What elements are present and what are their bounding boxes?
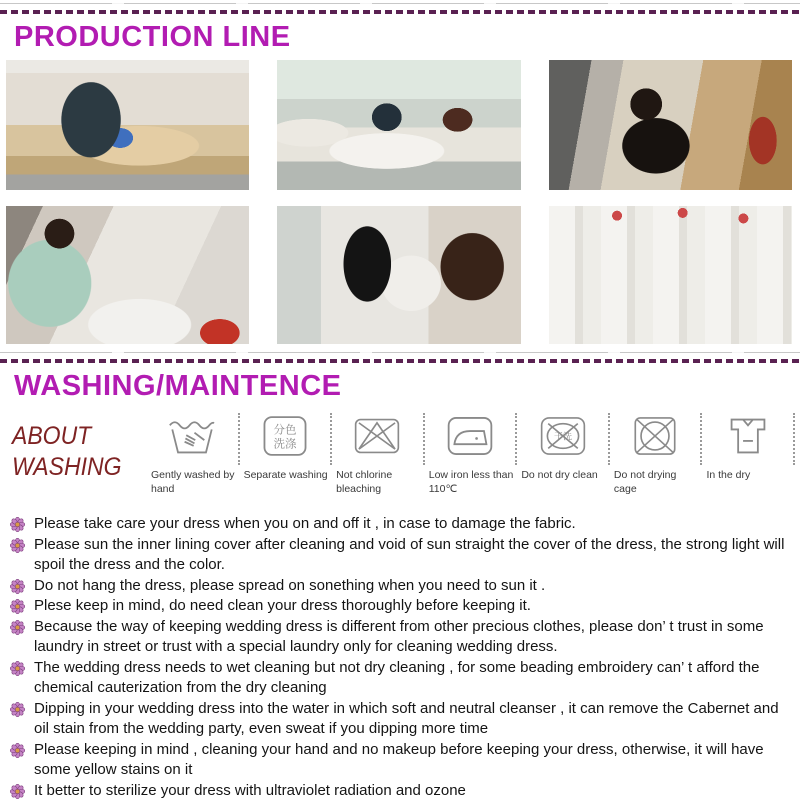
care-tip-item xyxy=(10,617,792,658)
care-cell-low-iron xyxy=(426,413,515,496)
hand-beading-photo xyxy=(6,206,249,344)
separate-washing-glyph-top: 分色 xyxy=(273,422,297,437)
care-cell-separate-washing xyxy=(241,413,330,482)
care-label: Gently washed by hand xyxy=(151,469,235,496)
care-tip-item xyxy=(10,576,792,597)
care-cell-hand-wash xyxy=(148,413,237,496)
care-label: Not chlorine bleaching xyxy=(336,469,393,496)
dotted-separator xyxy=(238,413,240,465)
dotted-separator xyxy=(330,413,332,465)
care-tip-item xyxy=(10,596,792,617)
flower-bullet-icon xyxy=(10,702,25,717)
care-label: In the dry xyxy=(706,469,751,481)
dotted-separator xyxy=(608,413,610,465)
low-iron-icon xyxy=(443,413,497,459)
care-tip-item xyxy=(10,514,792,535)
hand-wash-icon xyxy=(165,413,219,459)
mid-dashed-line xyxy=(0,359,800,363)
care-tips-list xyxy=(0,514,800,801)
care-cell-in-the-dry xyxy=(703,413,792,482)
dotted-separator xyxy=(793,413,795,465)
care-tip-item xyxy=(10,658,792,699)
dotted-separator xyxy=(423,413,425,465)
flower-bullet-icon xyxy=(10,538,25,553)
flower-bullet-icon xyxy=(10,661,25,676)
in-the-dry-icon xyxy=(721,413,775,459)
care-cell-no-drying-cage xyxy=(611,413,700,496)
care-cell-no-bleach xyxy=(333,413,422,496)
care-label: Do not drying cage xyxy=(613,469,677,496)
flower-bullet-icon xyxy=(10,579,25,594)
fabric-cutting-photo xyxy=(6,60,249,190)
care-tip-text: Do not hang the dress, please spread on sonething when you need to sun it . xyxy=(34,576,546,594)
care-tip-text: Plese keep in mind, do need clean your dress thoroughly before keeping it. xyxy=(34,597,531,615)
care-label: Low iron less than 110℃ xyxy=(428,469,514,496)
product-description-page xyxy=(0,3,800,803)
care-tip-text: The wedding dress needs to wet cleaning but not dry cleaning , for some beading embroidery can’ t afford the chemical cauterization from the dry cleaning xyxy=(34,658,760,697)
care-label: Do not dry clean xyxy=(521,469,598,481)
top-dashed-line xyxy=(0,10,800,14)
top-thin-line xyxy=(0,3,800,4)
care-tip-text: Please take care your dress when you on and off it , in case to damage the fabric. xyxy=(34,515,576,533)
finished-dress-rack-photo xyxy=(549,206,792,344)
flower-bullet-icon xyxy=(10,743,25,758)
care-tip-item xyxy=(10,699,792,740)
care-tip-item xyxy=(10,781,792,802)
flower-bullet-icon xyxy=(10,517,25,532)
care-label: Separate washing xyxy=(243,469,328,481)
dotted-separator xyxy=(700,413,702,465)
no-dry-clean-glyph: 干洗 xyxy=(553,432,572,443)
sewing-machine-worker-photo xyxy=(549,60,792,190)
about-washing-line2: WASHING xyxy=(12,452,122,481)
separate-washing-glyph-bottom: 洗涤 xyxy=(273,436,297,451)
mannequin-lace-fitting-photo xyxy=(277,206,520,344)
care-tip-item xyxy=(10,535,792,576)
about-washing-label xyxy=(12,413,137,482)
care-cell-no-dry-clean xyxy=(518,413,607,482)
sewing-workshop-photo xyxy=(277,60,520,190)
dotted-separator xyxy=(515,413,517,465)
flower-bullet-icon xyxy=(10,620,25,635)
mid-thin-line xyxy=(0,352,800,353)
care-instructions-row xyxy=(12,413,796,496)
care-tip-text: Please sun the inner lining cover after cleaning and void of sun straight the cover of the dress, the strong light will spoil the dress and the color. xyxy=(34,535,785,574)
flower-bullet-icon xyxy=(10,599,25,614)
no-drying-cage-icon xyxy=(628,413,682,459)
no-chlorine-bleach-icon xyxy=(350,413,404,459)
washing-title: WASHING/MAINTENCE xyxy=(14,370,342,402)
care-tip-text: Please keeping in mind , cleaning your hand and no makeup before keeping your dress, otherwise, it will have some yellow stains on it xyxy=(34,740,764,779)
about-washing-line1: ABOUT xyxy=(12,422,92,450)
care-tip-text: Dipping in your wedding dress into the water in which soft and neutral cleanser , it can remove the Cabernet and oil stain from the wedding party, even sweat if you dipping more time xyxy=(34,699,779,738)
flower-bullet-icon xyxy=(10,784,25,799)
separate-washing-icon xyxy=(258,413,312,459)
care-tip-item xyxy=(10,740,792,781)
no-dry-clean-icon xyxy=(536,413,590,459)
production-photo-grid xyxy=(6,60,792,344)
care-tip-text: Because the way of keeping wedding dress is different from other precious clothes, please don’ t trust in some laundry in street or trust with a special laundry only for cleaning wedding dress. xyxy=(34,617,764,656)
production-line-title: PRODUCTION LINE xyxy=(14,21,291,53)
care-tip-text: It better to sterilize your dress with ultraviolet radiation and ozone xyxy=(34,781,466,799)
